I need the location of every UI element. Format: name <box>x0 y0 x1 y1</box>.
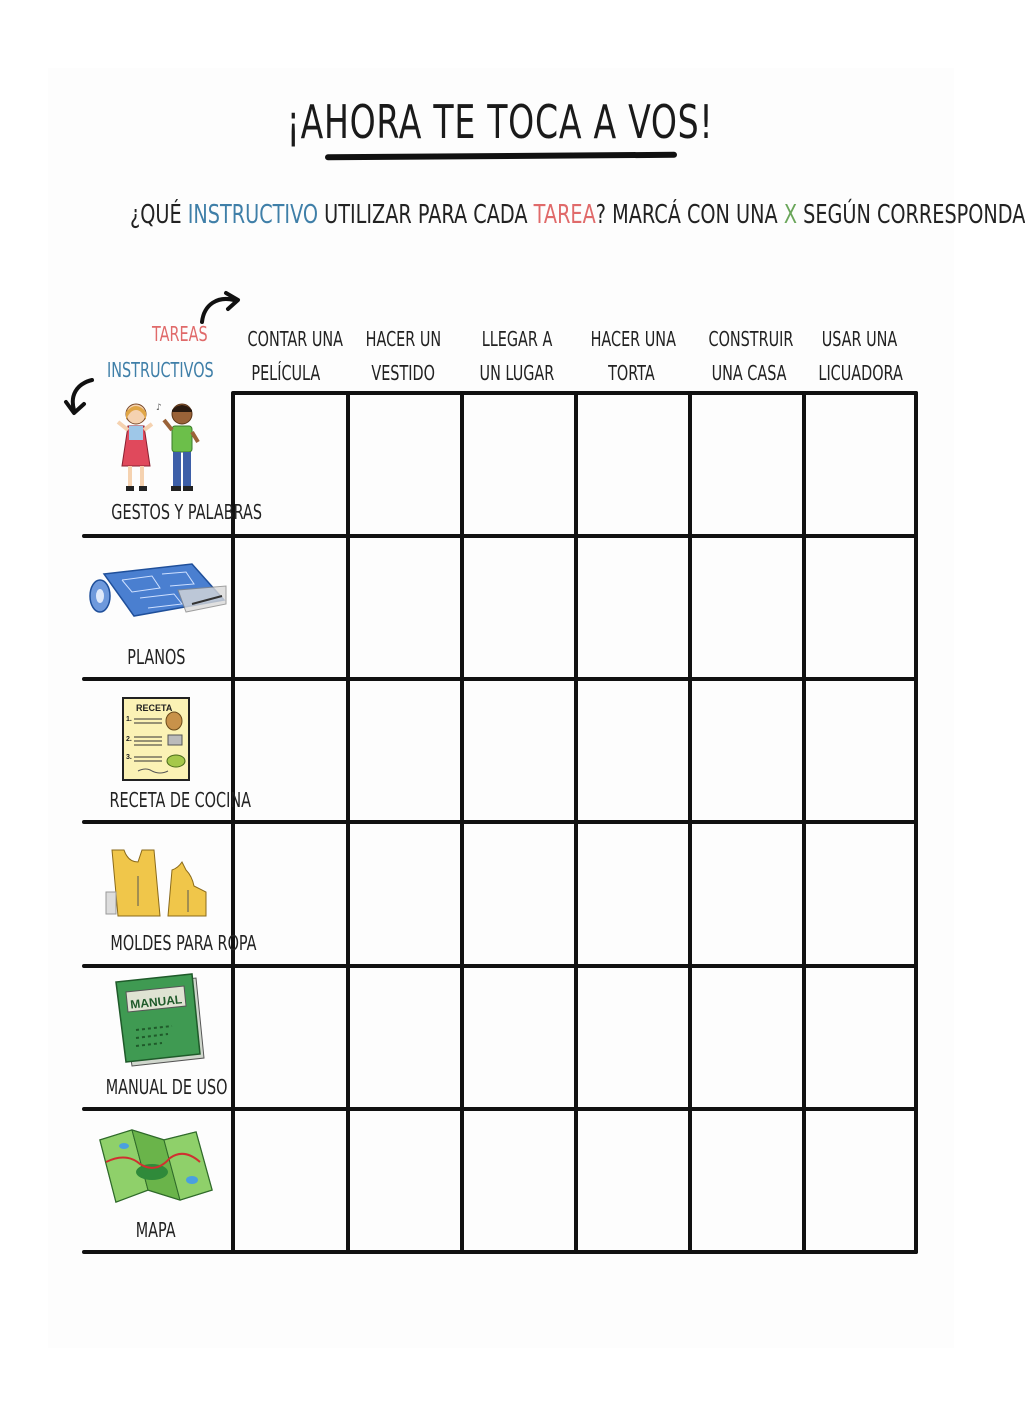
answer-cell[interactable] <box>578 395 688 534</box>
answer-cell[interactable] <box>578 824 688 964</box>
answer-cell[interactable] <box>806 395 914 534</box>
svg-text:♪: ♪ <box>156 403 162 413</box>
row-label-manual-uso <box>82 1075 230 1099</box>
instructions <box>130 200 1025 230</box>
row-label-text: MANUAL DE USO <box>105 1075 228 1099</box>
answer-cell[interactable] <box>350 395 460 534</box>
row-label-gestos-palabras <box>82 500 263 524</box>
column-header-usar-licuadora <box>802 322 916 390</box>
row-label-planos <box>82 645 230 669</box>
answer-cell[interactable] <box>806 824 914 964</box>
instructions-instructivo: INSTRUCTIVO <box>187 200 319 230</box>
instructions-part1: ¿QUÉ <box>130 200 188 230</box>
children-gesturing-icon <box>108 400 204 496</box>
row-label-moldes-ropa <box>82 931 257 955</box>
answer-cell[interactable] <box>692 395 802 534</box>
arrow-down-icon <box>62 376 102 418</box>
row-label-text: PLANOS <box>126 645 186 669</box>
column-header-line1: CONTAR UNA <box>247 327 344 351</box>
column-header-line2: LICUADORA <box>818 361 903 385</box>
answer-cell[interactable] <box>692 538 802 677</box>
answer-cell[interactable] <box>692 968 802 1107</box>
recipe-card-icon <box>122 697 190 781</box>
recipe-card-title: RECETA <box>136 703 173 713</box>
answer-cell[interactable] <box>692 824 802 964</box>
row-label-text: RECETA DE COCINA <box>109 788 251 812</box>
column-header-hacer-torta <box>574 322 688 390</box>
arrow-right-icon <box>196 290 246 326</box>
answer-cell[interactable] <box>464 968 574 1107</box>
answer-cell[interactable] <box>350 538 460 677</box>
answer-cell[interactable] <box>692 1111 802 1250</box>
page-title: ¡AHORA TE TOCA A VOS! <box>286 95 714 149</box>
column-header-line1: CONSTRUIR <box>708 327 794 351</box>
column-header-line2: VESTIDO <box>371 361 435 385</box>
blueprint-icon <box>82 560 228 622</box>
grid-line <box>914 391 918 1254</box>
manual-book-title: MANUAL <box>129 992 183 1012</box>
row-label-text: GESTOS Y PALABRAS <box>111 500 263 524</box>
svg-text:1.: 1. <box>126 716 132 723</box>
answer-cell[interactable] <box>464 395 574 534</box>
sewing-patterns-icon <box>102 846 214 922</box>
column-header-line1: USAR UNA <box>821 327 897 351</box>
row-label-text: MOLDES PARA ROPA <box>110 931 257 955</box>
answer-cell[interactable] <box>578 968 688 1107</box>
answer-cell[interactable] <box>350 968 460 1107</box>
answer-cell[interactable] <box>806 538 914 677</box>
answer-cell[interactable] <box>578 681 688 820</box>
answer-cell[interactable] <box>464 1111 574 1250</box>
instructions-part3: ? MARCÁ CON UNA <box>595 200 784 230</box>
row-label-text: MAPA <box>136 1218 176 1242</box>
answer-cell[interactable] <box>350 824 460 964</box>
row-label-mapa <box>82 1218 230 1242</box>
answer-cell[interactable] <box>235 681 346 820</box>
answer-cell[interactable] <box>350 1111 460 1250</box>
answer-cell[interactable] <box>806 968 914 1107</box>
row-label-receta-cocina <box>82 788 251 812</box>
answer-cell[interactable] <box>806 681 914 820</box>
column-header-line1: HACER UNA <box>590 327 676 351</box>
answer-cell[interactable] <box>464 681 574 820</box>
instructivos-label: INSTRUCTIVOS <box>107 358 214 382</box>
answer-cell[interactable] <box>235 1111 346 1250</box>
column-header-line2: PELÍCULA <box>251 361 321 385</box>
answer-cell[interactable] <box>464 824 574 964</box>
column-header-llegar-lugar <box>460 322 574 390</box>
answer-cell[interactable] <box>235 538 346 677</box>
instructions-tarea: TAREA <box>533 200 596 230</box>
instructions-part4: SEGÚN CORRESPONDA <box>796 200 1025 230</box>
column-header-construir-casa <box>692 322 806 390</box>
column-header-hacer-vestido <box>346 322 460 390</box>
answer-cell[interactable] <box>235 968 346 1107</box>
instructions-part2: UTILIZAR PARA CADA <box>318 200 534 230</box>
answer-cell[interactable] <box>806 1111 914 1250</box>
column-header-line1: LLEGAR A <box>481 327 553 351</box>
folded-map-icon <box>96 1128 216 1206</box>
grid-line <box>82 1250 918 1254</box>
column-header-line2: UNA CASA <box>711 361 787 385</box>
column-header-line1: HACER UN <box>365 327 441 351</box>
answer-cell[interactable] <box>578 1111 688 1250</box>
answer-cell[interactable] <box>350 681 460 820</box>
column-header-line2: UN LUGAR <box>479 361 555 385</box>
svg-text:2.: 2. <box>126 736 132 743</box>
manual-book-icon <box>112 972 208 1070</box>
answer-cell[interactable] <box>464 538 574 677</box>
instructions-x: X <box>783 200 797 230</box>
answer-cell[interactable] <box>578 538 688 677</box>
tareas-label: TAREAS <box>152 322 208 346</box>
answer-cell[interactable] <box>692 681 802 820</box>
column-header-contar-pelicula <box>229 322 343 390</box>
column-header-line2: TORTA <box>607 361 655 385</box>
svg-text:3.: 3. <box>126 754 132 761</box>
